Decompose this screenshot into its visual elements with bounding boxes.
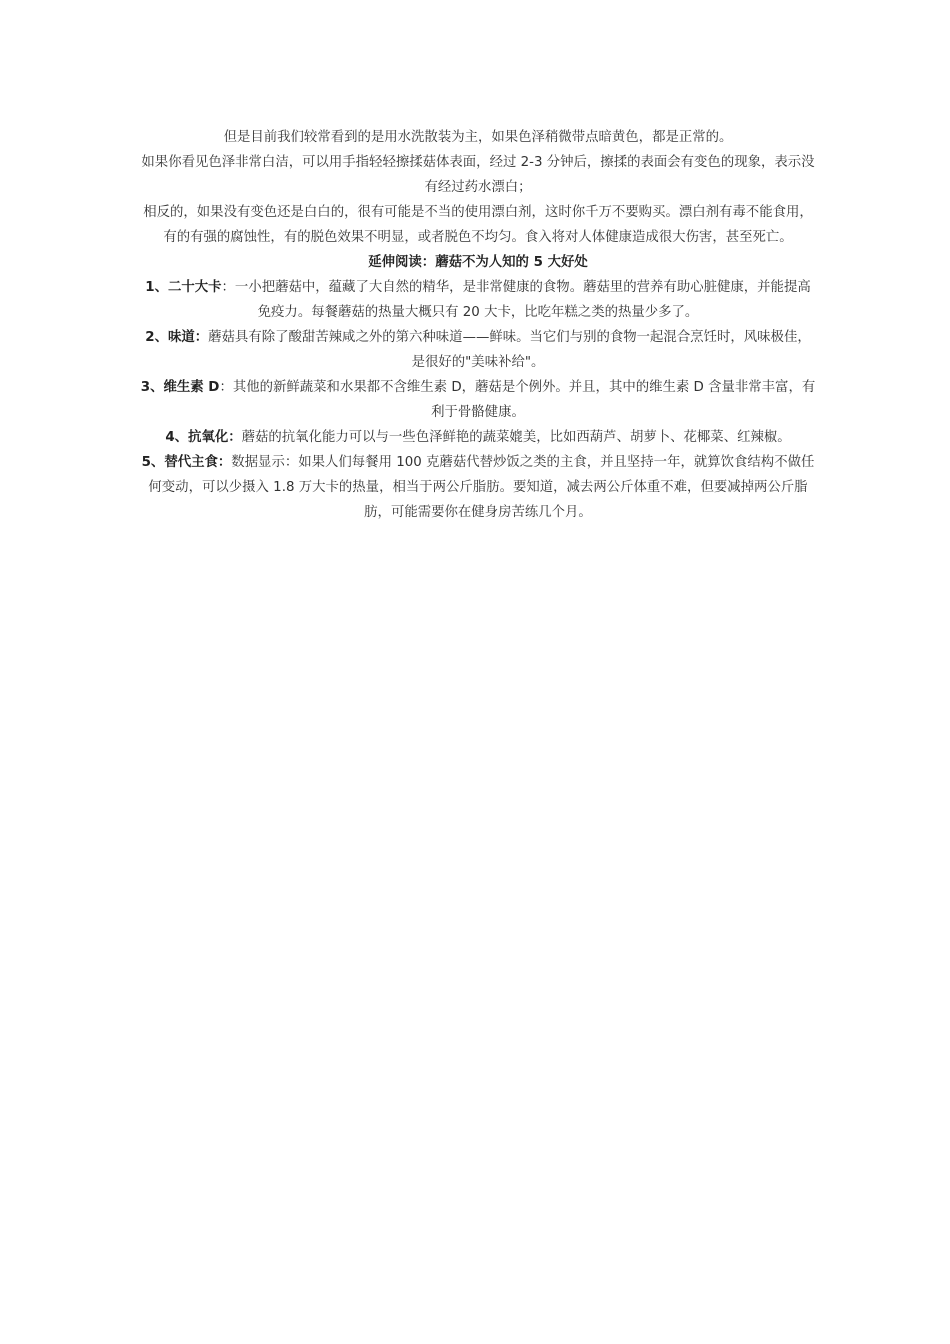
section-heading: 延伸阅读：蘑菇不为人知的 5 大好处 xyxy=(368,255,588,270)
benefit-item-calories xyxy=(140,275,816,325)
benefit-item-taste xyxy=(140,325,816,375)
benefit-item-antioxidant xyxy=(140,425,816,450)
benefit-title: 2、味道： xyxy=(145,330,209,345)
article-body xyxy=(140,125,816,525)
benefit-title: 1、二十大卡 xyxy=(145,280,222,295)
benefit-text: 数据显示：如果人们每餐用 100 克蘑菇代替炒饭之类的主食，并且坚持一年，就算饮食结构不做任何变动，可以少摄入 1.8 万大卡的热量，相当于两公斤脂肪。要知道，减去两公斤体重不难，但要减掉两公斤脂肪，可能需要你在健身房苦练几个月。 xyxy=(148,455,815,520)
benefit-item-vitamin-d xyxy=(140,375,816,425)
benefit-item-staple-substitute xyxy=(140,450,816,525)
benefit-title: 5、替代主食： xyxy=(141,455,232,470)
benefit-text: ：其他的新鲜蔬菜和水果都不含维生素 D，蘑菇是个例外。并且，其中的维生素 D 含量非常丰富，有利于骨骼健康。 xyxy=(219,380,816,420)
benefit-text: 蘑菇具有除了酸甜苦辣咸之外的第六种味道——鲜味。当它们与别的食物一起混合烹饪时，风味极佳，是很好的"美味补给"。 xyxy=(208,330,811,370)
paragraph-bleach-warning: 相反的，如果没有变色还是白白的，很有可能是不当的使用漂白剂，这时你千万不要购买。漂白剂有毒不能食用，有的有强的腐蚀性，有的脱色效果不明显，或者脱色不均匀。食入将对人体健康造成很大伤害，甚至死亡。 xyxy=(143,205,813,245)
paragraph-washing: 但是目前我们较常看到的是用水洗散装为主，如果色泽稍微带点暗黄色，都是正常的。 xyxy=(223,130,733,145)
paragraph-rub-test: 如果你看见色泽非常白洁，可以用手指轻轻擦揉菇体表面，经过 2-3 分钟后，擦揉的表面会有变色的现象，表示没有经过药水漂白； xyxy=(141,155,815,195)
benefit-title: 4、抗氧化： xyxy=(165,430,242,445)
benefit-text: ：一小把蘑菇中，蕴藏了大自然的精华，是非常健康的食物。蘑菇里的营养有助心脏健康，并能提高免疫力。每餐蘑菇的热量大概只有 20 大卡，比吃年糕之类的热量少多了。 xyxy=(221,280,811,320)
benefit-title: 3、维生素 D xyxy=(140,380,220,395)
benefit-text: 蘑菇的抗氧化能力可以与一些色泽鲜艳的蔬菜媲美，比如西葫芦、胡萝卜、花椰菜、红辣椒。 xyxy=(241,430,791,445)
